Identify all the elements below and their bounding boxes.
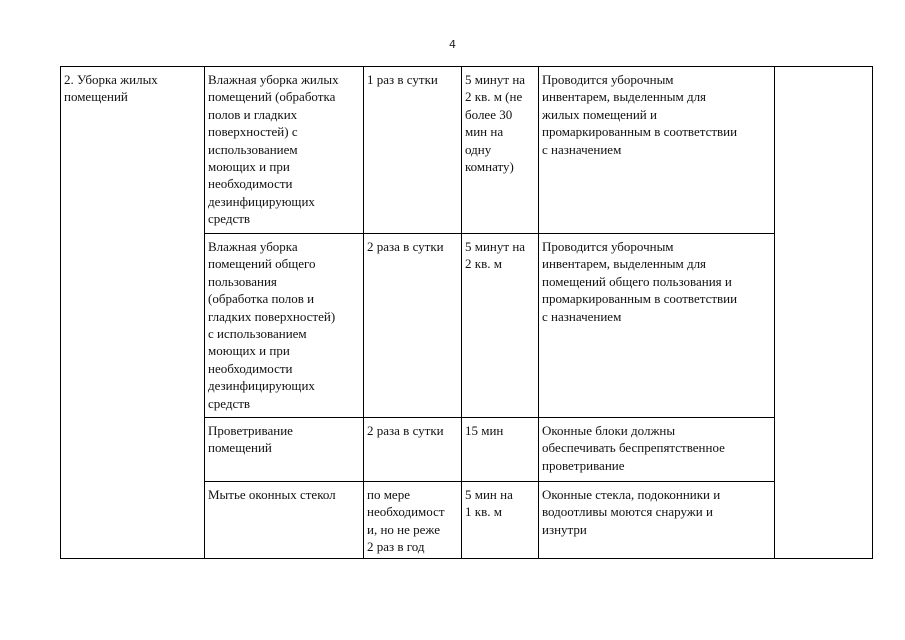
- table-row: [61, 67, 873, 234]
- frequency-cell: 1 раз в сутки: [364, 67, 462, 234]
- activity-cell: Влажная уборка помещений общего пользования (обработка полов и гладких поверхностей) с использованием моющих и при необходимости дезинфицирующих средств: [205, 234, 364, 418]
- page-number: 4: [449, 38, 456, 51]
- duration-cell: 15 мин: [462, 418, 539, 482]
- activity-cell: Мытье оконных стекол: [205, 482, 364, 559]
- note-cell: Проводится уборочным инвентарем, выделенным для помещений общего пользования и промаркированным в соответствии с назначением: [539, 234, 775, 418]
- duration-cell: 5 мин на 1 кв. м: [462, 482, 539, 559]
- note-cell: Оконные блоки должны обеспечивать беспрепятственное проветривание: [539, 418, 775, 482]
- duration-cell: 5 минут на 2 кв. м (не более 30 мин на одну комнату): [462, 67, 539, 234]
- extra-cell: [775, 67, 873, 559]
- note-cell: Оконные стекла, подоконники и водоотливы моются снаружи и изнутри: [539, 482, 775, 559]
- frequency-cell: по мере необходимост и, но не реже 2 раз в год: [364, 482, 462, 559]
- duration-cell: 5 минут на 2 кв. м: [462, 234, 539, 418]
- note-cell: Проводится уборочным инвентарем, выделенным для жилых помещений и промаркированным в соответствии с назначением: [539, 67, 775, 234]
- cleaning-schedule-table: [60, 66, 873, 559]
- activity-cell: Проветривание помещений: [205, 418, 364, 482]
- section-title-cell: 2. Уборка жилых помещений: [61, 67, 205, 559]
- frequency-cell: 2 раза в сутки: [364, 418, 462, 482]
- activity-cell: Влажная уборка жилых помещений (обработка полов и гладких поверхностей) с использованием моющих и при необходимости дезинфицирующих средств: [205, 67, 364, 234]
- frequency-cell: 2 раза в сутки: [364, 234, 462, 418]
